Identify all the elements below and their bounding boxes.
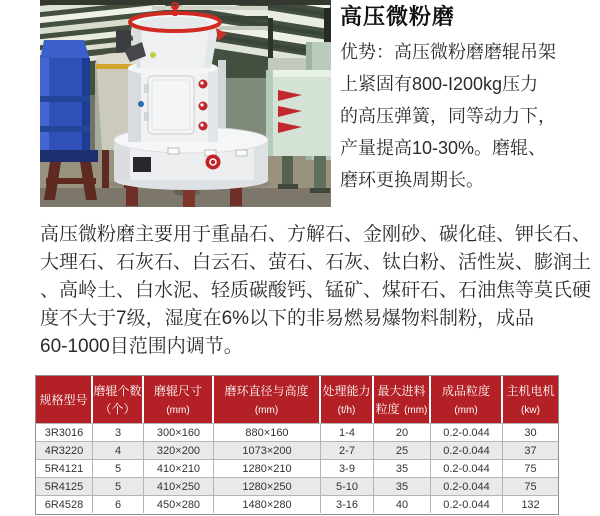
spec-cell: 1-4 [321,423,374,441]
spec-cell: 5 [93,459,144,477]
spec-cell: 5R4125 [36,477,93,495]
spec-cell: 3-16 [321,495,374,513]
spec-cell: 2-7 [321,441,374,459]
spec-cell: 25 [374,441,431,459]
advantage-line: 优势：高压微粉磨磨辊吊架 [340,42,556,62]
spec-cell: 320×200 [144,441,214,459]
spec-cell: 5-10 [321,477,374,495]
advantage-line: 磨环更换周期长。 [340,170,484,190]
spec-cell: 3R3016 [36,423,93,441]
spec-cell: 30 [503,423,558,441]
spec-cell: 880×160 [214,423,321,441]
spec-cell: 0.2-0.044 [431,459,503,477]
col-header-roller-count: 磨辊个数（个） [93,376,144,423]
spec-cell: 132 [503,495,558,513]
product-photo [40,0,331,207]
spec-cell: 6 [93,495,144,513]
spec-cell: 40 [374,495,431,513]
advantage-line: 的高压弹簧，同等动力下， [340,106,556,126]
advantage-text [340,36,596,196]
col-header-ring-size: 磨环直径与高度 (mm) [214,376,321,423]
page-title: 高压微粉磨 [340,4,456,29]
col-header-capacity: 处理能力 (t/h) [321,376,374,423]
intro-line: 60-1000目范围内调节。 [40,336,243,357]
spec-cell: 37 [503,441,558,459]
advantage-line: 产量提高10-30%。磨辊、 [340,138,547,158]
spec-cell: 0.2-0.044 [431,495,503,513]
spec-cell: 4 [93,441,144,459]
spec-row [36,477,558,495]
spec-cell: 6R4528 [36,495,93,513]
spec-cell: 410×250 [144,477,214,495]
spec-cell: 35 [374,477,431,495]
spec-cell: 1073×200 [214,441,321,459]
spec-cell: 3-9 [321,459,374,477]
advantage-line: 上紧固有800-I200kg压力 [340,74,539,94]
col-header-max-feed: 最大进料粒度 (mm) [374,376,431,423]
spec-cell: 35 [374,459,431,477]
spec-cell: 0.2-0.044 [431,423,503,441]
spec-cell: 0.2-0.044 [431,441,503,459]
spec-header-row [36,376,558,423]
spec-row [36,423,558,441]
spec-cell: 5R4121 [36,459,93,477]
spec-cell: 300×160 [144,423,214,441]
spec-cell: 450×280 [144,495,214,513]
spec-cell: 5 [93,477,144,495]
spec-row [36,459,558,477]
spec-cell: 0.2-0.044 [431,477,503,495]
spec-cell: 1280×210 [214,459,321,477]
intro-line: 度不大于7级，湿度在6%以下的非易燃易爆物料制粉，成品 [40,308,535,329]
col-header-motor: 主机电机 (kw) [503,376,558,423]
factory-photo-illustration [40,0,331,207]
brand-logo-icon [206,155,221,170]
spec-cell: 75 [503,477,558,495]
spec-row [36,441,558,459]
spec-cell: 1280×250 [214,477,321,495]
spec-table [35,375,559,515]
col-header-roller-size: 磨辊尺寸 (mm) [144,376,214,423]
spec-cell: 410×210 [144,459,214,477]
spec-cell: 20 [374,423,431,441]
spec-cell: 75 [503,459,558,477]
intro-text [40,221,592,361]
intro-line: 、高岭土、白水泥、轻质碳酸钙、锰矿、煤矸石、石油焦等莫氏硬 [40,280,592,301]
spec-cell: 4R3220 [36,441,93,459]
intro-line: 大理石、石灰石、白云石、萤石、石灰、钛白粉、活性炭、膨润土 [40,252,592,273]
spec-row [36,495,558,513]
intro-line: 高压微粉磨主要用于重晶石、方解石、金刚砂、碳化硅、钾长石、 [40,224,592,245]
col-header-model: 规格型号 [36,376,93,423]
spec-cell: 3 [93,423,144,441]
col-header-product-size: 成品粒度 (mm) [431,376,503,423]
spec-cell: 1480×280 [214,495,321,513]
